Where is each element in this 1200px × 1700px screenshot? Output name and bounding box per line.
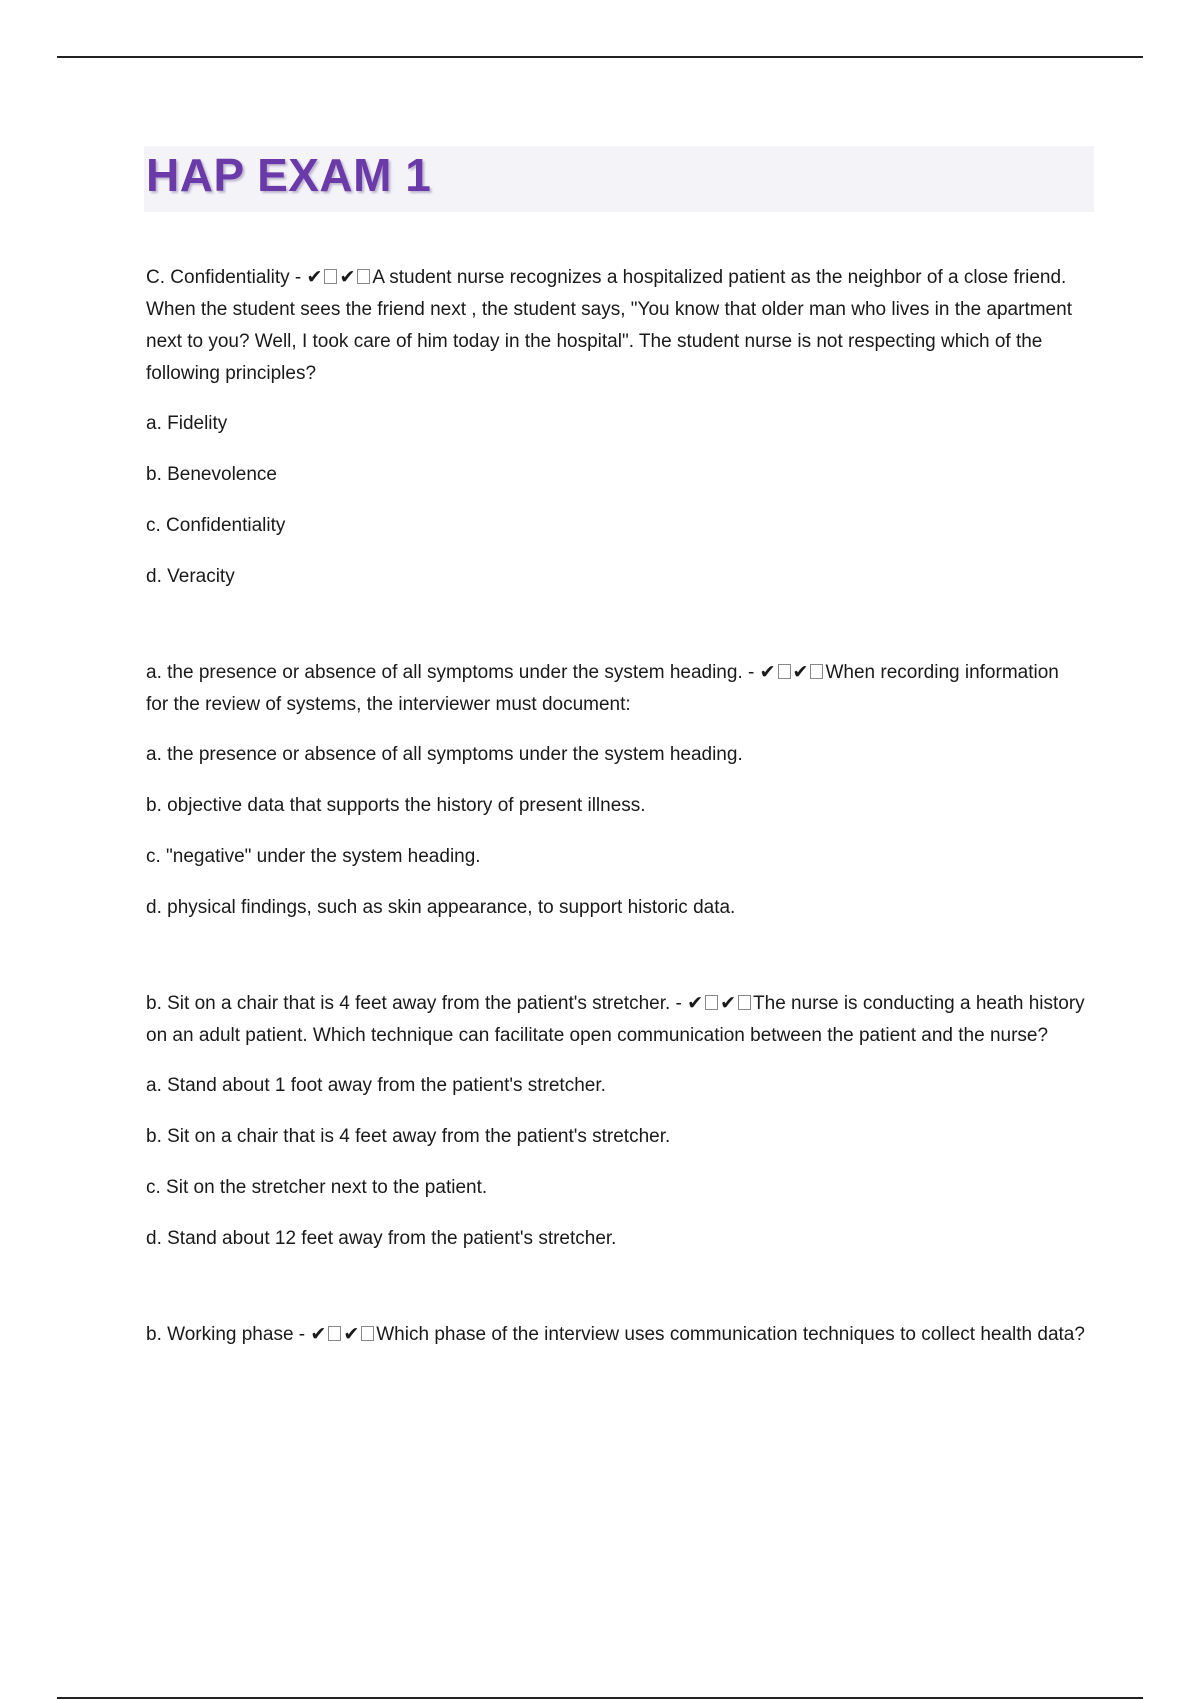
option-list (146, 739, 1086, 924)
box-icon (705, 995, 718, 1010)
check-mark-icon: ✔ (339, 267, 356, 288)
box-icon (357, 269, 370, 284)
option-b: b. objective data that supports the history of present illness. (146, 795, 646, 816)
question-stem: When recording information for the review of systems, the interviewer must document: (146, 662, 1059, 715)
box-icon (778, 664, 791, 679)
check-marks (760, 662, 826, 683)
check-marks (307, 267, 373, 288)
box-icon (361, 1326, 374, 1341)
check-marks (687, 993, 753, 1014)
question-text (146, 988, 1086, 1052)
box-icon (324, 269, 337, 284)
option-d: d. physical findings, such as skin appearance, to support historic data. (146, 897, 736, 918)
check-mark-icon: ✔ (720, 993, 737, 1014)
check-mark-icon: ✔ (306, 267, 323, 288)
answer-key: b. Working phase - (146, 1324, 306, 1345)
option-c: c. Sit on the stretcher next to the patient. (146, 1177, 488, 1198)
question-text (146, 657, 1086, 721)
question-stem: Which phase of the interview uses communication techniques to collect health data? (376, 1324, 1085, 1345)
option-a: a. the presence or absence of all symptoms under the system heading. (146, 744, 743, 765)
check-marks (310, 1324, 376, 1345)
check-mark-icon: ✔ (792, 662, 809, 683)
option-b: b. Benevolence (146, 464, 277, 485)
question-stem: The nurse is conducting a heath history on an adult patient. Which technique can facilitate open communication between the patient and the nurse? (146, 993, 1085, 1046)
option-c: c. Confidentiality (146, 515, 286, 536)
question-text (146, 1319, 1086, 1351)
check-mark-icon: ✔ (759, 662, 776, 683)
answer-key: b. Sit on a chair that is 4 feet away from the patient's stretcher. - (146, 993, 682, 1014)
option-a: a. Fidelity (146, 413, 228, 434)
box-icon (328, 1326, 341, 1341)
check-mark-icon: ✔ (310, 1324, 327, 1345)
check-mark-icon: ✔ (343, 1324, 360, 1345)
document-body (146, 262, 1086, 1415)
document-title: HAP EXAM 1 (146, 149, 432, 201)
question-1 (146, 262, 1086, 593)
question-text (146, 262, 1086, 390)
question-4 (146, 1319, 1086, 1351)
option-d: d. Stand about 12 feet away from the patient's stretcher. (146, 1228, 617, 1249)
answer-key: a. the presence or absence of all symptoms under the system heading. - (146, 662, 755, 683)
question-3 (146, 988, 1086, 1255)
option-a: a. Stand about 1 foot away from the patient's stretcher. (146, 1075, 606, 1096)
question-stem: A student nurse recognizes a hospitalized patient as the neighbor of a close friend. When the student sees the friend next , the student says, "You know that older man who lives in the apartment next to you? Well, I took care of him today in the hospital". The student nurse is not respecting which of the following principles? (146, 267, 1072, 384)
answer-key: C. Confidentiality - (146, 267, 302, 288)
option-b: b. Sit on a chair that is 4 feet away from the patient's stretcher. (146, 1126, 671, 1147)
option-list (146, 1070, 1086, 1255)
box-icon (738, 995, 751, 1010)
top-rule (57, 56, 1143, 58)
option-c: c. "negative" under the system heading. (146, 846, 481, 867)
bottom-rule (57, 1697, 1143, 1699)
option-list (146, 408, 1086, 593)
box-icon (810, 664, 823, 679)
question-2 (146, 657, 1086, 924)
option-d: d. Veracity (146, 566, 235, 587)
check-mark-icon: ✔ (687, 993, 704, 1014)
